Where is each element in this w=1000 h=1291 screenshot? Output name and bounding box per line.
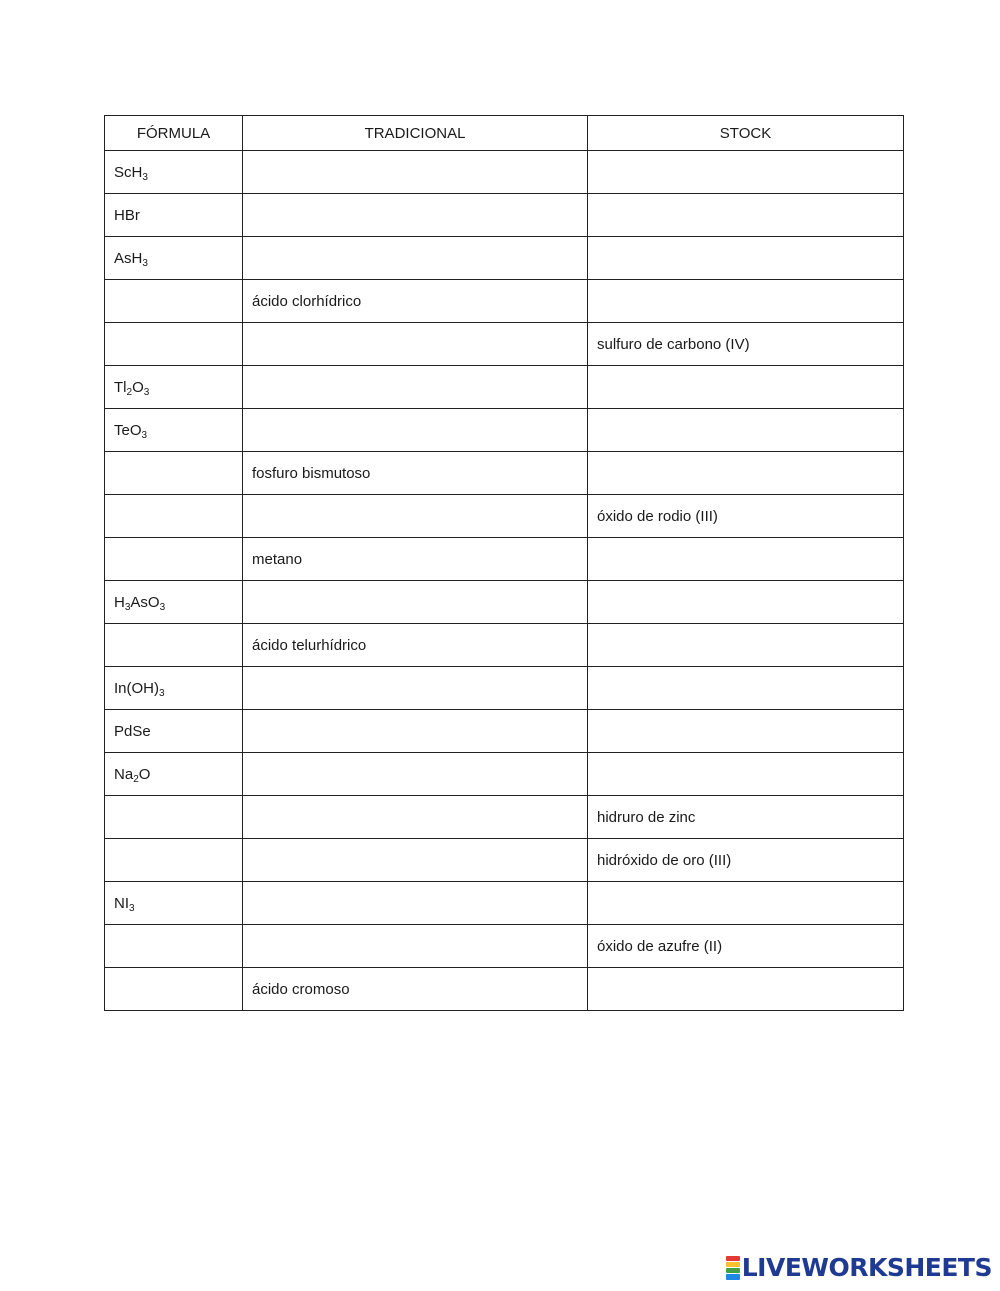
nomenclature-table <box>104 115 904 1011</box>
cell-tradicional[interactable] <box>243 151 588 194</box>
cell-tradicional[interactable] <box>243 194 588 237</box>
cell-tradicional[interactable] <box>243 710 588 753</box>
cell-stock[interactable] <box>588 366 904 409</box>
table-row <box>105 796 904 839</box>
cell-stock: óxido de azufre (II) <box>588 925 904 968</box>
cell-stock[interactable] <box>588 667 904 710</box>
cell-stock[interactable] <box>588 409 904 452</box>
table-row <box>105 237 904 280</box>
logo-text: LIVEWORKSHEETS <box>741 1253 992 1282</box>
cell-formula[interactable] <box>105 323 243 366</box>
cell-tradicional: metano <box>243 538 588 581</box>
cell-formula[interactable] <box>105 538 243 581</box>
table-row <box>105 366 904 409</box>
table-row <box>105 624 904 667</box>
logo-icon-bar <box>726 1256 740 1261</box>
table-row <box>105 194 904 237</box>
cell-tradicional[interactable] <box>243 839 588 882</box>
table-header-row <box>105 116 904 151</box>
cell-tradicional: fosfuro bismutoso <box>243 452 588 495</box>
cell-stock[interactable] <box>588 581 904 624</box>
logo-icon-bar <box>726 1268 740 1273</box>
cell-stock[interactable] <box>588 968 904 1011</box>
table-row <box>105 882 904 925</box>
cell-stock[interactable] <box>588 280 904 323</box>
cell-tradicional: ácido telurhídrico <box>243 624 588 667</box>
cell-formula[interactable] <box>105 925 243 968</box>
cell-formula[interactable] <box>105 452 243 495</box>
table-row <box>105 280 904 323</box>
cell-stock[interactable] <box>588 194 904 237</box>
cell-formula: HBr <box>105 194 243 237</box>
cell-tradicional[interactable] <box>243 925 588 968</box>
cell-tradicional[interactable] <box>243 323 588 366</box>
cell-formula[interactable] <box>105 495 243 538</box>
cell-formula: ScH$_3$ <box>105 151 243 194</box>
cell-formula: $H_3AsO_3$ <box>105 581 243 624</box>
cell-tradicional[interactable] <box>243 796 588 839</box>
table-row <box>105 151 904 194</box>
cell-formula[interactable] <box>105 624 243 667</box>
table-row <box>105 495 904 538</box>
header-stock: STOCK <box>588 116 904 151</box>
cell-stock[interactable] <box>588 710 904 753</box>
table-row <box>105 452 904 495</box>
table-row <box>105 710 904 753</box>
logo-icon-bar <box>726 1274 740 1279</box>
cell-formula[interactable] <box>105 796 243 839</box>
table-row <box>105 323 904 366</box>
cell-stock[interactable] <box>588 237 904 280</box>
cell-tradicional[interactable] <box>243 409 588 452</box>
cell-formula[interactable] <box>105 280 243 323</box>
header-tradicional: TRADICIONAL <box>243 116 588 151</box>
cell-tradicional[interactable] <box>243 366 588 409</box>
cell-tradicional: ácido clorhídrico <box>243 280 588 323</box>
table-row <box>105 538 904 581</box>
table-row <box>105 581 904 624</box>
cell-stock[interactable] <box>588 624 904 667</box>
table-row <box>105 839 904 882</box>
table-body <box>105 151 904 1011</box>
table-row <box>105 753 904 796</box>
cell-stock: hidróxido de oro (III) <box>588 839 904 882</box>
table-row <box>105 925 904 968</box>
cell-tradicional[interactable] <box>243 581 588 624</box>
cell-stock: óxido de rodio (III) <box>588 495 904 538</box>
cell-stock: hidruro de zinc <box>588 796 904 839</box>
cell-tradicional[interactable] <box>243 667 588 710</box>
cell-formula: AsH$_3$ <box>105 237 243 280</box>
liveworksheets-logo-icon <box>726 1256 740 1280</box>
cell-formula: $Na_2O$ <box>105 753 243 796</box>
cell-tradicional[interactable] <box>243 495 588 538</box>
logo-icon-bar <box>726 1262 740 1267</box>
cell-stock[interactable] <box>588 753 904 796</box>
cell-formula: $In(OH)_3$ <box>105 667 243 710</box>
table-row <box>105 667 904 710</box>
cell-stock[interactable] <box>588 538 904 581</box>
cell-formula: $Tl_2O_3$ <box>105 366 243 409</box>
cell-formula[interactable] <box>105 968 243 1011</box>
cell-tradicional[interactable] <box>243 882 588 925</box>
cell-formula: PdSe <box>105 710 243 753</box>
table-row <box>105 968 904 1011</box>
cell-tradicional[interactable] <box>243 753 588 796</box>
cell-tradicional: ácido cromoso <box>243 968 588 1011</box>
cell-stock: sulfuro de carbono (IV) <box>588 323 904 366</box>
cell-tradicional[interactable] <box>243 237 588 280</box>
table-row <box>105 409 904 452</box>
cell-stock[interactable] <box>588 452 904 495</box>
cell-formula: TeO$_3$ <box>105 409 243 452</box>
cell-formula[interactable] <box>105 839 243 882</box>
cell-stock[interactable] <box>588 151 904 194</box>
cell-stock[interactable] <box>588 882 904 925</box>
cell-formula: $NI_3$ <box>105 882 243 925</box>
header-formula: FÓRMULA <box>105 116 243 151</box>
liveworksheets-logo <box>726 1255 992 1280</box>
